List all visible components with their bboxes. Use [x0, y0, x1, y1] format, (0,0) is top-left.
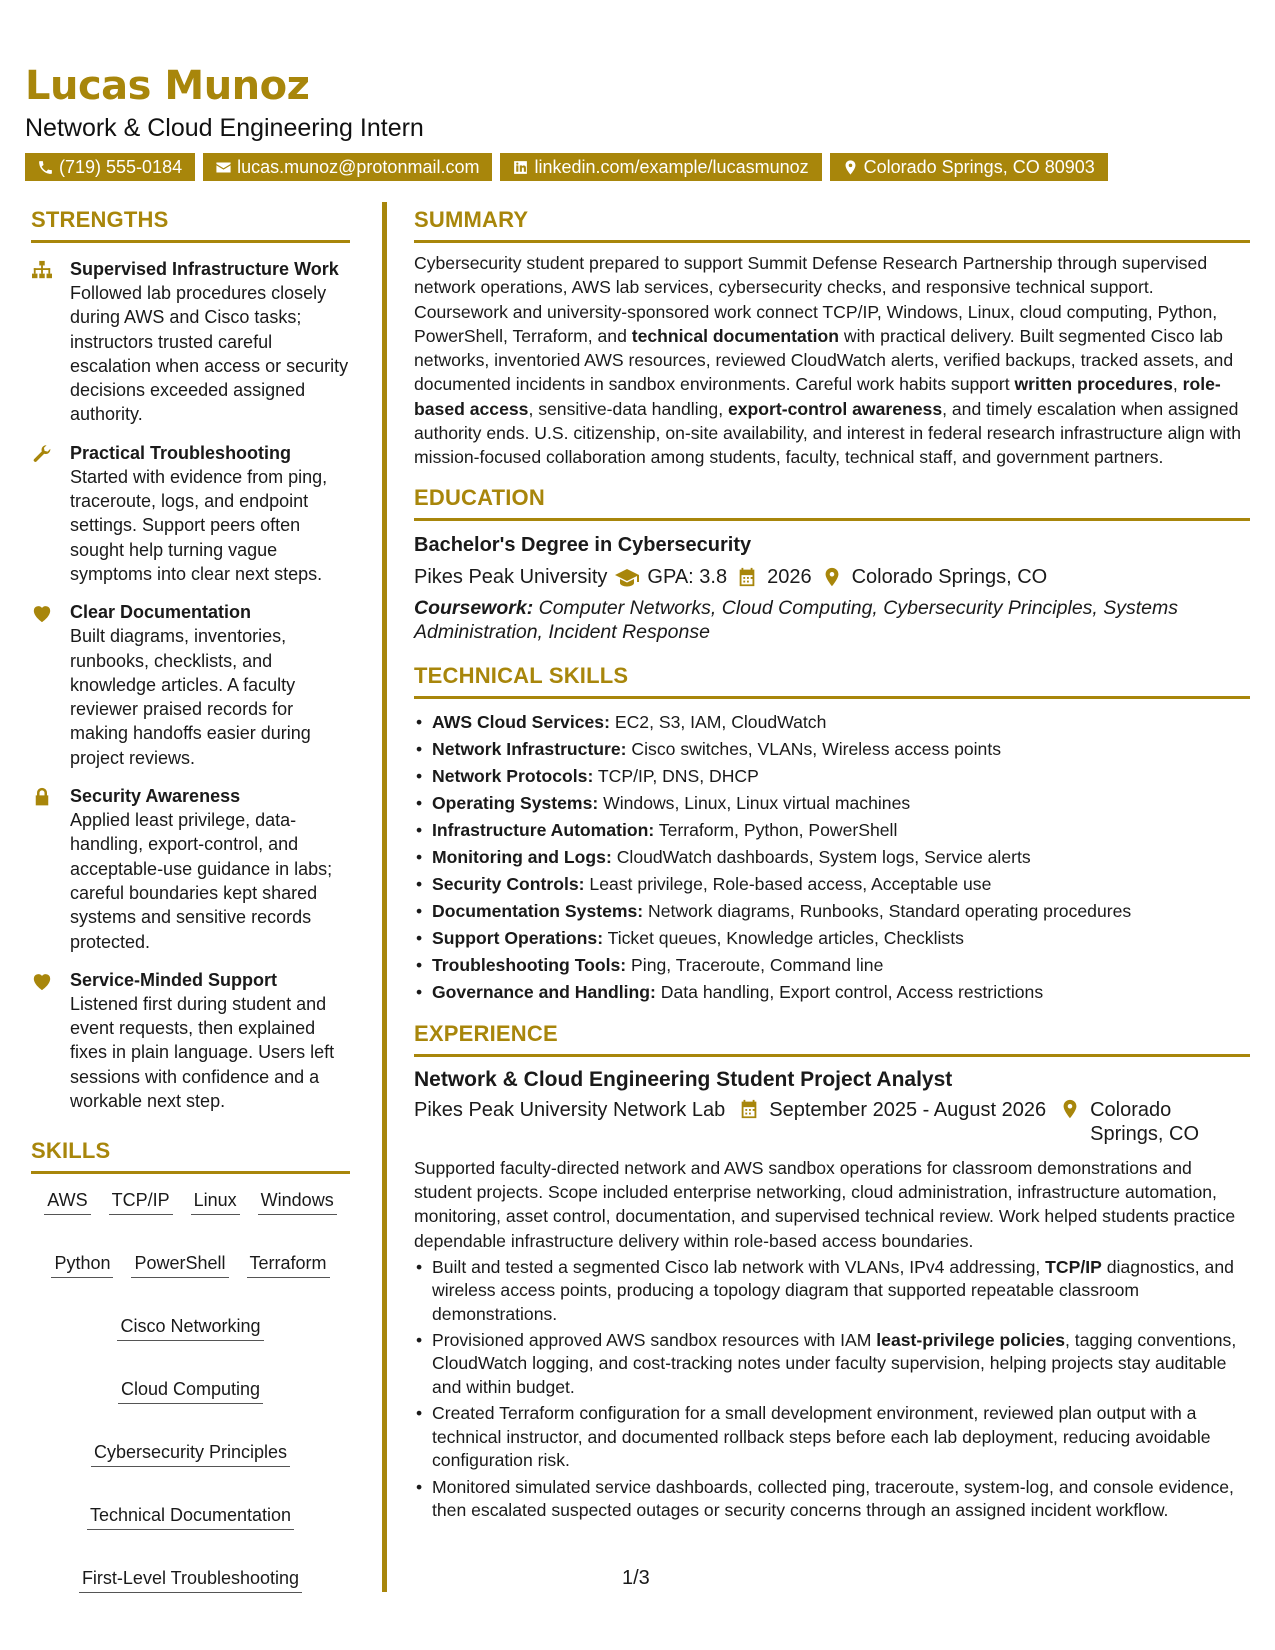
- strength-desc: Followed lab procedures closely during AWS and Cisco tasks; instructors trusted careful escalation when access or security decisions exceeded assigned authority.: [70, 283, 349, 425]
- column-divider: [382, 202, 387, 1592]
- strength-title: Supervised Infrastructure Work: [70, 259, 339, 279]
- coursework: Coursework: Computer Networks, Cloud Computing, Cybersecurity Principles, Systems Administration, Incident Response: [414, 596, 1179, 643]
- strength-title: Practical Troubleshooting: [70, 442, 292, 463]
- strength-item: [31, 441, 350, 586]
- strength-desc: Listened first during student and event requests, then explained fixes in plain language. Users left sessions with confidence and a workable next step.: [70, 993, 335, 1112]
- experience-rule: [414, 1054, 1250, 1057]
- education-heading: EDUCATION: [414, 484, 545, 510]
- page-number: 1/3: [622, 1567, 650, 1589]
- tech-skill-item: • Operating Systems: Windows, Linux, Linux virtual machines: [414, 790, 1250, 817]
- strength-desc: Applied least privilege, data-handling, export-control, and acceptable-use guidance in labs; careful boundaries kept shared systems and sensitive records protected.: [70, 810, 333, 952]
- phone-text: (719) 555-0184: [59, 157, 183, 177]
- summary-heading: SUMMARY: [414, 207, 529, 232]
- job-location: Colorado Springs, CO: [1090, 1098, 1200, 1145]
- tech-skill-item: • Network Infrastructure: Cisco switches, VLANs, Wireless access points: [414, 736, 1250, 763]
- summary-text: Cybersecurity student prepared to support Summit Defense Research Partnership through supervised network operations, AWS lab services, cybersecurity checks, and responsive technical support. Coursework and university-sponsored work connect TCP/IP, Windows, Linux, cloud computing, Python, PowerShell, Terraform, and technical documentation with practical delivery. Built segmented Cisco lab networks, inventoried AWS resources, reviewed CloudWatch alerts, verified backups, tracked assets, and documented incidents in sandbox environments. Careful work habits support written procedures, role-based access, sensitive-data handling, export-control awareness, and timely escalation when assigned authority ends. U.S. citizenship, on-site availability, and interest in federal research infrastructure align with mission-focused collaboration among students, faculty, technical staff, and government partners.: [414, 253, 1241, 468]
- tech-skill-item: • Documentation Systems: Network diagrams, Runbooks, Standard operating procedures: [414, 898, 1250, 925]
- candidate-title: Network & Cloud Engineering Intern: [25, 114, 424, 142]
- grad-year: 2026: [767, 565, 812, 588]
- technical-skills-list: [414, 709, 1250, 1006]
- strength-desc: Built diagrams, inventories, runbooks, checklists, and knowledge articles. A faculty reviewer praised records for making handoffs easier during project reviews.: [70, 626, 311, 768]
- tech-skill-item: • Network Protocols: TCP/IP, DNS, DHCP: [414, 763, 1250, 790]
- skill-tag: Terraform: [247, 1251, 330, 1278]
- technical-skills-rule: [414, 696, 1250, 699]
- job-org: Pikes Peak University Network Lab: [414, 1098, 726, 1121]
- skill-tag: Cybersecurity Principles: [91, 1440, 290, 1467]
- job-dates: September 2025 - August 2026: [769, 1098, 1047, 1121]
- strength-title: Security Awareness: [70, 786, 241, 807]
- job-bullet: • Created Terraform configuration for a small development environment, reviewed plan output with a technical instructor, and documented rollback steps before each lab deployment, reducing avoidable configuration risk.: [414, 1402, 1250, 1472]
- tech-skill-item: • AWS Cloud Services: EC2, S3, IAM, CloudWatch: [414, 709, 1250, 736]
- strength-item: [31, 257, 350, 427]
- graduation-cap-icon: [615, 566, 639, 588]
- map-marker-icon: [1058, 1098, 1082, 1120]
- location-text: Colorado Springs, CO 80903: [863, 157, 1095, 177]
- skill-tag: Windows: [258, 1188, 337, 1215]
- strength-title: Service-Minded Support: [70, 969, 278, 990]
- tech-skill-item: • Troubleshooting Tools: Ping, Traceroute, Command line: [414, 952, 1250, 979]
- contact-linkedin[interactable]: [500, 153, 821, 181]
- skill-tag: First-Level Troubleshooting: [79, 1566, 302, 1593]
- heart-icon: [31, 603, 53, 623]
- job-title: Network & Cloud Engineering Student Project Analyst: [414, 1067, 953, 1091]
- strength-title: Clear Documentation: [70, 602, 252, 623]
- tech-skill-item: • Infrastructure Automation: Terraform, Python, PowerShell: [414, 817, 1250, 844]
- skill-tag: TCP/IP: [109, 1188, 173, 1215]
- strengths-heading: STRENGTHS: [31, 207, 169, 232]
- left-column: [31, 206, 350, 1593]
- school-name: Pikes Peak University: [414, 565, 608, 588]
- calendar-icon: [737, 1098, 761, 1120]
- contact-location: [830, 153, 1108, 181]
- strength-desc: Started with evidence from ping, traceroute, logs, and endpoint settings. Support peers often sought help turning vague symptoms into clear next steps.: [70, 466, 328, 584]
- gpa: GPA: 3.8: [647, 565, 728, 588]
- envelope-icon: [215, 159, 232, 176]
- resume-header: [25, 62, 1255, 181]
- technical-skills-heading: TECHNICAL SKILLS: [414, 662, 629, 688]
- job-bullet: • Built and tested a segmented Cisco lab network with VLANs, IPv4 addressing, TCP/IP diagnostics, and wireless access points, producing a topology diagram that supported repeatable classroom demonstrations.: [414, 1256, 1250, 1326]
- skills-tags: [31, 1188, 350, 1593]
- job-description: Supported faculty-directed network and AWS sandbox operations for classroom demonstrations and student projects. Scope included enterprise networking, cloud administration, infrastructure automation, monitoring, asset control, documentation, and supervised technical review. Work helped students practice dependable infrastructure delivery within role-based access boundaries.: [414, 1157, 1236, 1251]
- school-location: Colorado Springs, CO: [851, 565, 1048, 588]
- skills-heading: SKILLS: [31, 1138, 111, 1164]
- skills-rule: [31, 1171, 350, 1174]
- linkedin-icon: [512, 159, 529, 176]
- education-rule: [414, 518, 1250, 521]
- calendar-icon: [735, 566, 759, 588]
- email-text: lucas.munoz@protonmail.com: [237, 157, 480, 177]
- right-column: [414, 206, 1250, 1522]
- tech-skill-item: • Governance and Handling: Data handling, Export control, Access restrictions: [414, 979, 1250, 1006]
- education-meta: [414, 563, 1250, 591]
- contact-bar: [25, 153, 1255, 181]
- skill-tag: Technical Documentation: [87, 1503, 294, 1530]
- tech-skill-item: • Support Operations: Ticket queues, Knowledge articles, Checklists: [414, 925, 1250, 952]
- skill-tag: Cisco Networking: [117, 1314, 263, 1341]
- summary-rule: [414, 240, 1250, 243]
- tech-skill-item: • Monitoring and Logs: CloudWatch dashboards, System logs, Service alerts: [414, 844, 1250, 871]
- wrench-icon: [31, 444, 53, 464]
- skill-tag: Python: [51, 1251, 113, 1278]
- strengths-rule: [31, 240, 350, 243]
- tech-skill-item: • Security Controls: Least privilege, Role-based access, Acceptable use: [414, 871, 1250, 898]
- job-meta: [414, 1098, 1250, 1146]
- contact-email[interactable]: [203, 153, 492, 181]
- map-marker-icon: [842, 159, 859, 176]
- linkedin-text: linkedin.com/example/lucasmunoz: [534, 157, 809, 177]
- skill-tag: PowerShell: [131, 1251, 228, 1278]
- contact-phone[interactable]: [25, 153, 195, 181]
- skill-tag: AWS: [44, 1188, 90, 1215]
- strength-item: [31, 600, 350, 770]
- job-bullets: [414, 1256, 1250, 1522]
- job-bullet: • Monitored simulated service dashboards, collected ping, traceroute, system-log, and console evidence, then escalated suspected outages or security concerns through an assigned incident workflow.: [414, 1476, 1250, 1523]
- degree-title: Bachelor's Degree in Cybersecurity: [414, 533, 752, 556]
- phone-icon: [37, 159, 54, 176]
- candidate-name: Lucas Munoz: [25, 63, 310, 109]
- map-marker-icon: [820, 566, 844, 588]
- heart-icon: [31, 971, 53, 991]
- strength-item: [31, 784, 350, 954]
- lock-icon: [31, 787, 53, 807]
- strength-item: [31, 968, 350, 1113]
- sitemap-icon: [31, 260, 53, 280]
- experience-heading: EXPERIENCE: [414, 1020, 558, 1046]
- skill-tag: Linux: [191, 1188, 240, 1215]
- job-bullet: • Provisioned approved AWS sandbox resources with IAM least-privilege policies, tagging conventions, CloudWatch logging, and cost-tracking notes under faculty supervision, helping projects stay auditable and within budget.: [414, 1329, 1250, 1399]
- skill-tag: Cloud Computing: [118, 1377, 263, 1404]
